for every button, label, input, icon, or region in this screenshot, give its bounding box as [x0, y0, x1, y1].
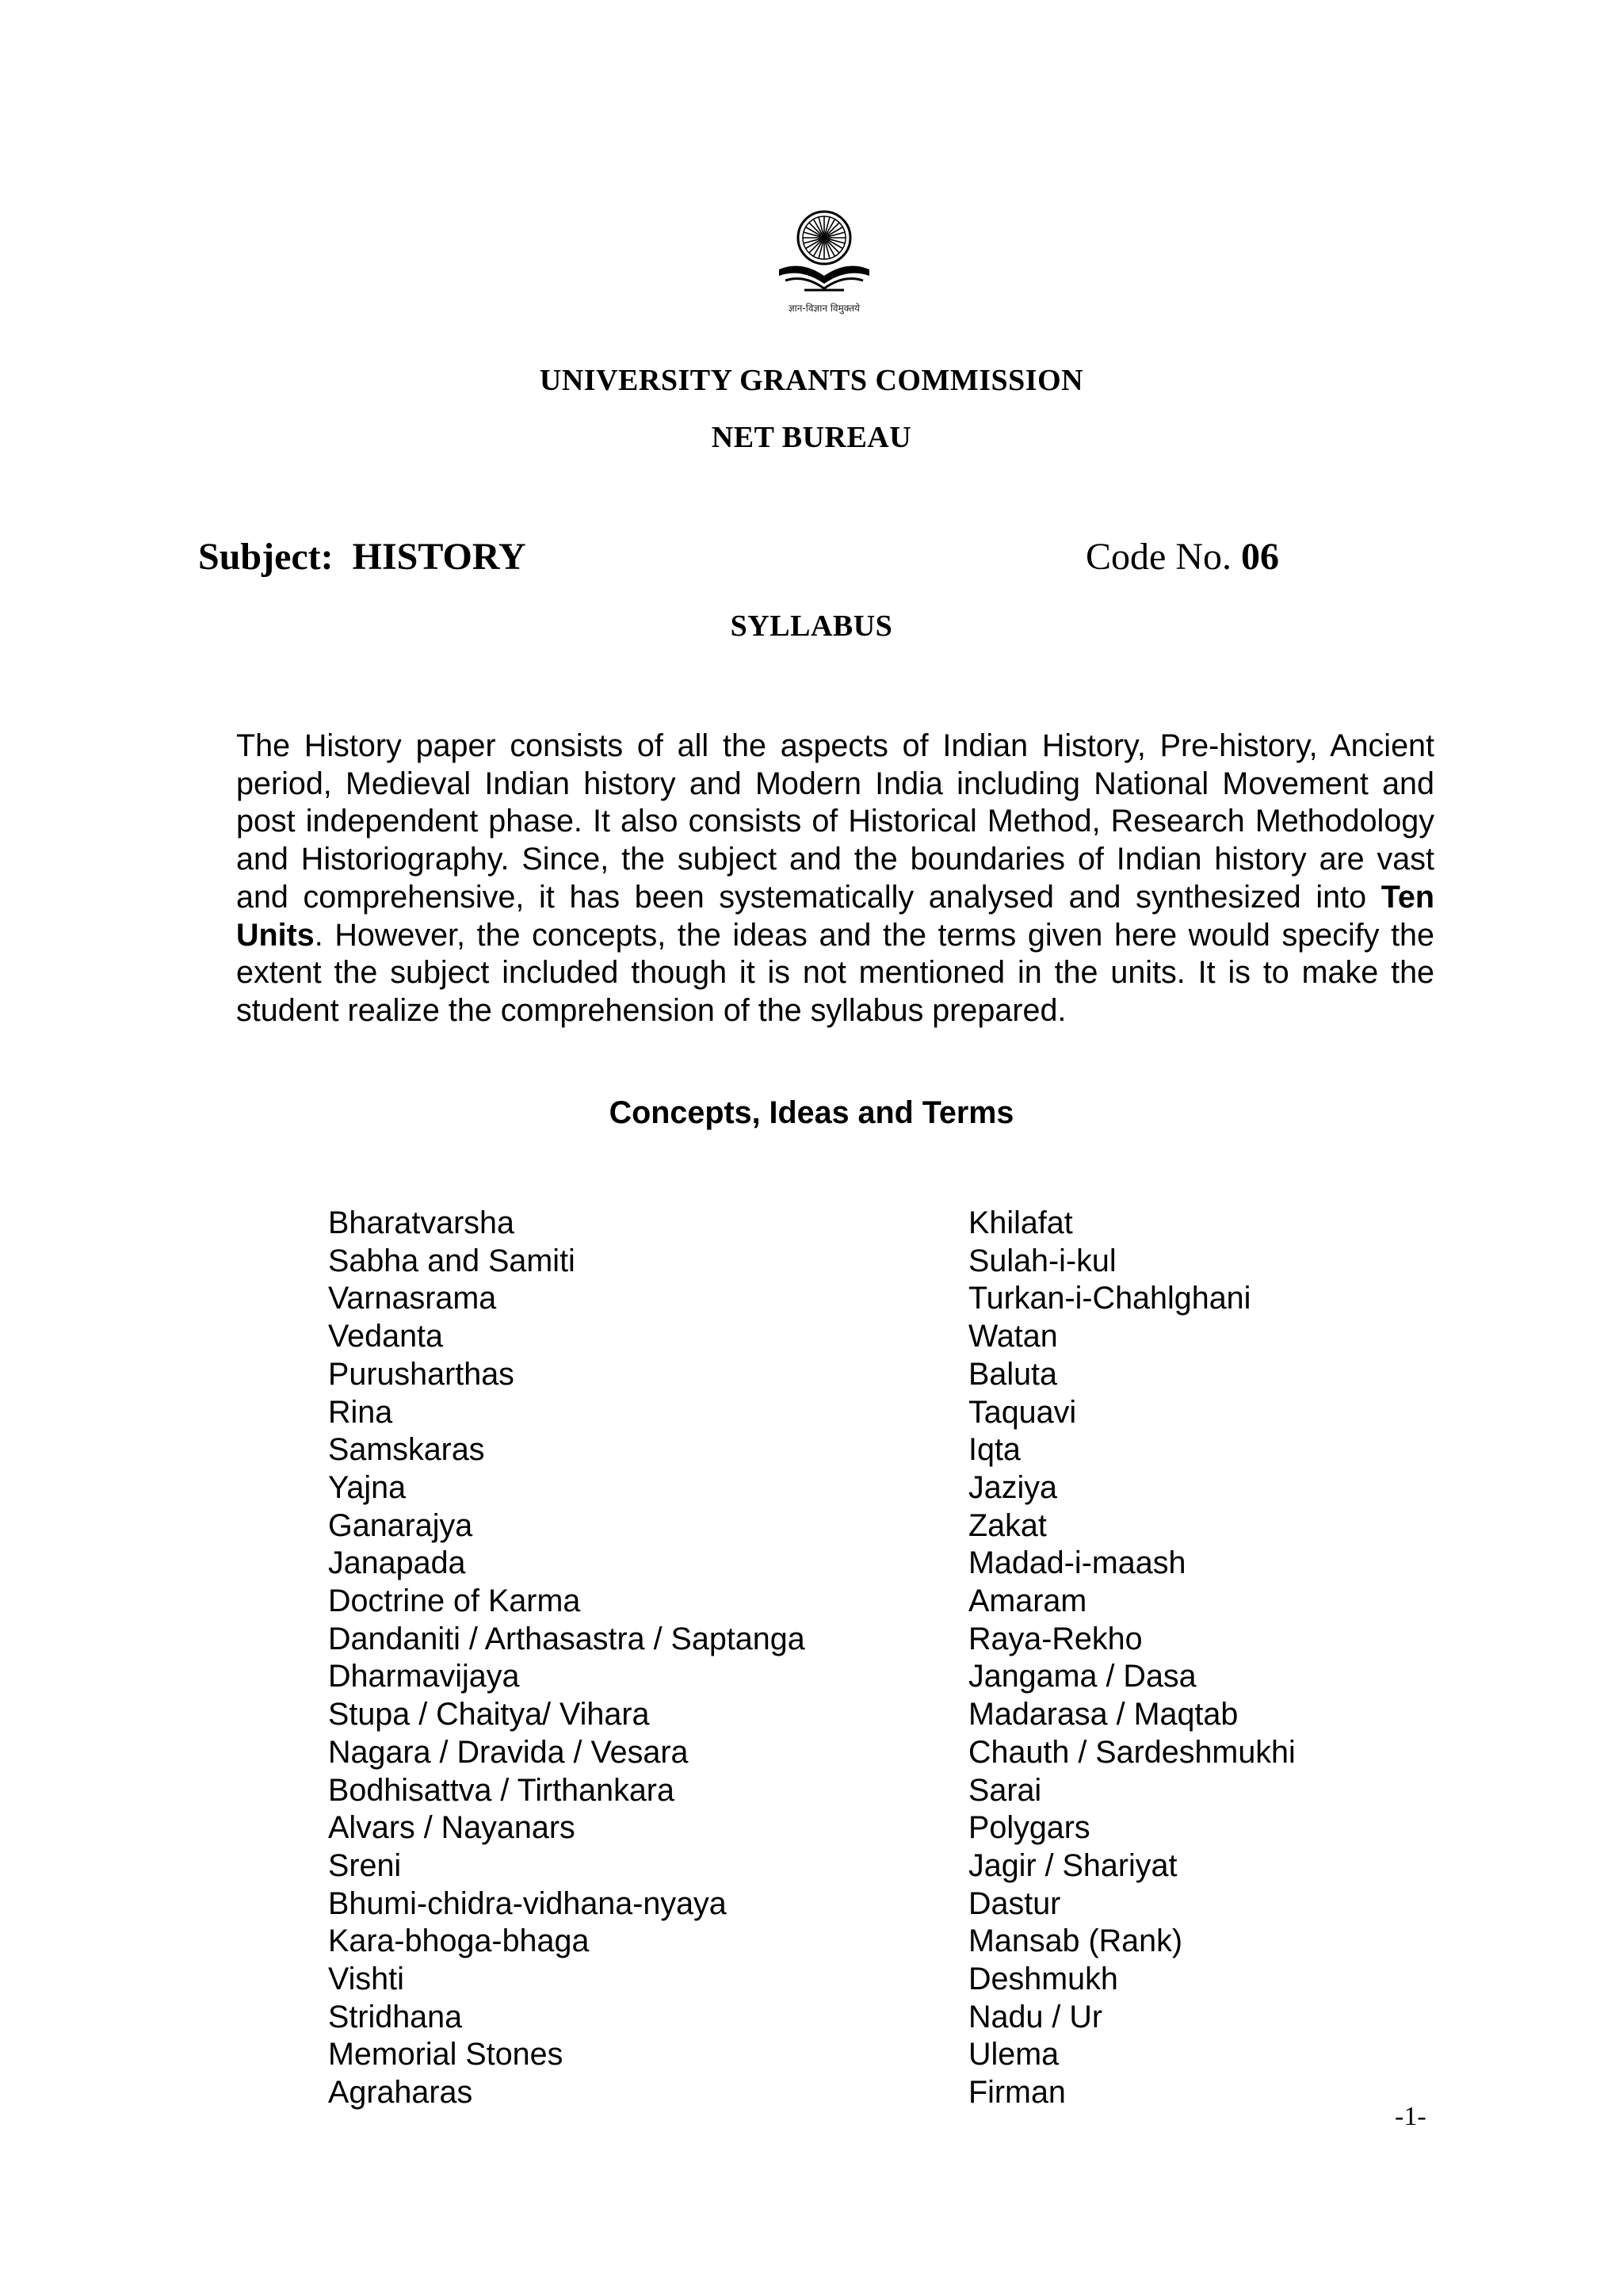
- term-item: Baluta: [968, 1356, 1058, 1392]
- term-item: Ganarajya: [328, 1507, 473, 1543]
- ugc-logo: [773, 208, 876, 327]
- bureau-name: NET BUREAU: [711, 421, 912, 454]
- subject-name: HISTORY: [352, 536, 526, 578]
- term-item: Deshmukh: [968, 1962, 1118, 1997]
- term-item: Amaram: [968, 1584, 1087, 1619]
- term-item: Watan: [968, 1319, 1058, 1354]
- term-item: Stupa / Chaitya/ Vihara: [328, 1697, 650, 1733]
- term-item: Vishti: [328, 1962, 404, 1997]
- term-item: Varnasrama: [328, 1281, 497, 1316]
- term-item: Zakat: [968, 1507, 1047, 1543]
- term-item: Memorial Stones: [328, 2037, 563, 2073]
- term-item: Samskaras: [328, 1432, 485, 1468]
- terms-right-column: [968, 1205, 1296, 2112]
- term-item: Ulema: [968, 2037, 1060, 2073]
- term-item: Agraharas: [328, 2075, 473, 2111]
- term-item: Jaziya: [968, 1469, 1057, 1505]
- organization-name: UNIVERSITY GRANTS COMMISSION: [539, 364, 1084, 397]
- term-item: Stridhana: [328, 1999, 463, 2034]
- term-item: Bhumi-chidra-vidhana-nyaya: [328, 1885, 727, 1921]
- term-item: Sarai: [968, 1772, 1042, 1808]
- code-value: 06: [1240, 536, 1279, 578]
- term-item: Sulah-i-kul: [968, 1243, 1117, 1278]
- intro-paragraph: [236, 728, 1434, 1030]
- intro-bold-text: Ten Units: [236, 879, 1434, 953]
- term-item: Taquavi: [968, 1394, 1077, 1430]
- term-item: Vedanta: [328, 1319, 443, 1354]
- concepts-heading: Concepts, Ideas and Terms: [609, 1095, 1014, 1130]
- term-item: Madarasa / Maqtab: [968, 1697, 1239, 1733]
- term-item: Dharmavijaya: [328, 1659, 520, 1694]
- term-item: Yajna: [328, 1469, 407, 1505]
- term-item: Janapada: [328, 1545, 466, 1581]
- term-item: Rina: [328, 1394, 393, 1430]
- term-item: Bodhisattva / Tirthankara: [328, 1772, 674, 1808]
- term-item: Mansab (Rank): [968, 1924, 1183, 1959]
- term-item: Nadu / Ur: [968, 1999, 1103, 2034]
- term-item: Sabha and Samiti: [328, 1243, 575, 1278]
- term-item: Jangama / Dasa: [968, 1659, 1197, 1694]
- term-item: Madad-i-maash: [968, 1545, 1186, 1581]
- subject-label: Subject:: [198, 536, 334, 578]
- term-item: Dastur: [968, 1885, 1061, 1921]
- code-label: Code No.: [1086, 536, 1232, 578]
- term-item: Khilafat: [968, 1205, 1073, 1240]
- term-item: Doctrine of Karma: [328, 1584, 581, 1619]
- term-item: Iqta: [968, 1432, 1021, 1468]
- page-number: -1-: [1395, 2102, 1426, 2131]
- term-item: Jagir / Shariyat: [968, 1847, 1178, 1883]
- term-item: Purusharthas: [328, 1356, 514, 1392]
- term-item: Alvars / Nayanars: [328, 1810, 575, 1846]
- term-item: Firman: [968, 2075, 1066, 2111]
- term-item: Polygars: [968, 1810, 1090, 1846]
- term-item: Dandaniti / Arthasastra / Saptanga: [328, 1621, 805, 1656]
- term-item: Nagara / Dravida / Vesara: [328, 1734, 689, 1770]
- term-item: Bharatvarsha: [328, 1205, 514, 1240]
- syllabus-title: SYLLABUS: [730, 609, 893, 643]
- term-item: Chauth / Sardeshmukhi: [968, 1734, 1296, 1770]
- intro-text-start: The History paper consists of all the aspects of Indian History, Pre-history, Ancient period, Medieval Indian history and Modern India including National Movement and post independent phase. It also consists of Historical Method, Research Methodology and Historiography. Since, the subject and the boundaries of Indian history are vast and comprehensive, it has been systematically analysed and synthesized into: [236, 728, 1434, 915]
- subject-line: [198, 535, 526, 579]
- term-item: Kara-bhoga-bhaga: [328, 1924, 590, 1959]
- ugc-emblem-icon: [773, 208, 876, 301]
- code-line: [1086, 535, 1279, 579]
- term-item: Turkan-i-Chahlghani: [968, 1281, 1251, 1316]
- ugc-motto: ज्ञान-विज्ञान विमुक्तये: [788, 303, 861, 314]
- terms-left-column: [328, 1205, 805, 2112]
- intro-text-end: . However, the concepts, the ideas and the terms given here would specify the extent the subject included though it is not mentioned in the units. It is to make the student realize the comprehension of the syllabus prepared.: [236, 917, 1434, 1028]
- term-item: Sreni: [328, 1847, 402, 1883]
- term-item: Raya-Rekho: [968, 1621, 1143, 1656]
